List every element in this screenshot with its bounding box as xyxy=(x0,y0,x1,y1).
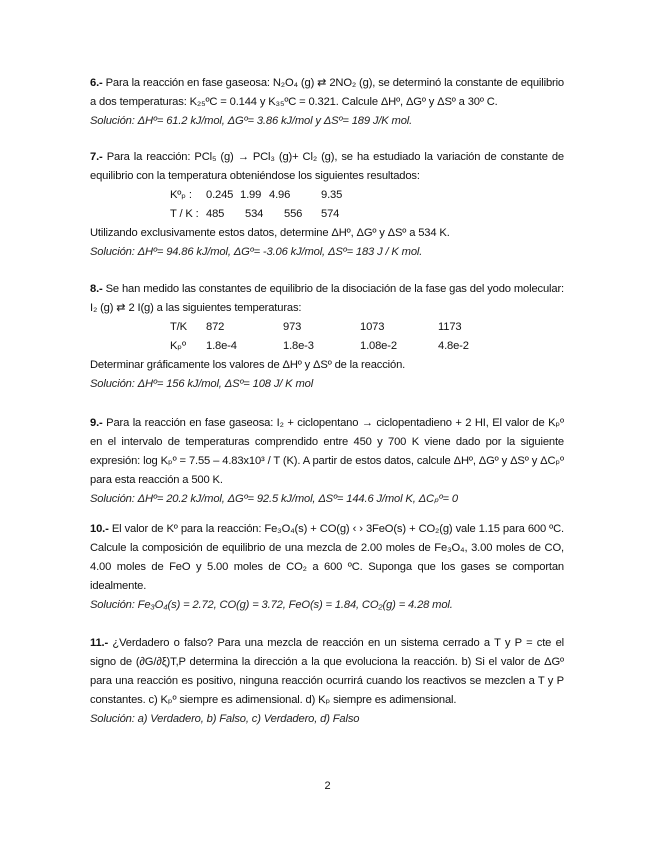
problem-number: 9.- xyxy=(90,417,103,429)
problem-number: 8.- xyxy=(90,283,103,295)
table-cell: 0.245 xyxy=(206,189,234,201)
problem-9 xyxy=(90,414,564,509)
data-table-row xyxy=(90,318,564,337)
problem-number: 11.- xyxy=(90,637,109,649)
problem-6 xyxy=(90,74,564,131)
table-cell: 1.8e-4 xyxy=(206,340,237,352)
data-table-row xyxy=(90,186,564,205)
solution-text: Solución: ΔHº= 94.86 kJ/mol, ΔGº= -3.06 kJ/mol, ΔSº= 183 J / K mol. xyxy=(90,246,423,258)
data-table-row xyxy=(90,337,564,356)
problem-number: 7.- xyxy=(90,151,103,163)
table-cell: Kºₚ : xyxy=(170,189,192,201)
table-cell: 1073 xyxy=(360,321,385,333)
solution-text: Solución: ΔHº= 61.2 kJ/mol, ΔGº= 3.86 kJ/mol y ΔSº= 189 J/K mol. xyxy=(90,115,413,127)
solution-text: Solución: Fe₃O₄(s) = 2.72, CO(g) = 3.72, FeO(s) = 1.84, CO₂(g) = 4.28 mol. xyxy=(90,599,453,611)
solution-text: Solución: ΔHº= 20.2 kJ/mol, ΔGº= 92.5 kJ/mol, ΔSº= 144.6 J/mol K, ΔCₚº= 0 xyxy=(90,493,458,505)
instruction-text: Determinar gráficamente los valores de ΔHº y ΔSº de la reacción. xyxy=(90,359,406,371)
table-cell: 973 xyxy=(283,321,302,333)
problem-8 xyxy=(90,280,564,394)
data-table-row xyxy=(90,205,564,224)
table-cell: 9.35 xyxy=(321,189,343,201)
problem-number: 10.- xyxy=(90,523,109,535)
solution-text: Solución: ΔHº= 156 kJ/mol, ΔSº= 108 J/ K mol xyxy=(90,378,314,390)
table-cell: Kₚº xyxy=(170,340,186,352)
table-cell: 1.8e-3 xyxy=(283,340,314,352)
problem-text: Se han medido las constantes de equilibrio de la disociación de la fase gas del yodo molecular: I₂ (g) ⇄ 2 I(g) a las siguientes temperaturas: xyxy=(90,283,564,314)
table-cell: 4.96 xyxy=(269,189,291,201)
problem-text: Para la reacción en fase gaseosa: N₂O₄ (g) ⇄ 2NO₂ (g), se determinó la constante de equilibrio a dos temperaturas: K₂₅ºC = 0.144 y K₃₅ºC = 0.321. Calcule ΔHº, ΔGº y ΔSº a 30º C. xyxy=(90,77,564,108)
table-cell: 534 xyxy=(245,208,264,220)
page-number: 2 xyxy=(324,780,331,792)
table-cell: 1173 xyxy=(438,321,462,333)
table-cell: T / K : xyxy=(170,208,199,220)
problem-11 xyxy=(90,634,564,729)
table-cell: 1.08e-2 xyxy=(360,340,397,352)
solution-text: Solución: a) Verdadero, b) Falso, c) Verdadero, d) Falso xyxy=(90,713,360,725)
problem-text: ¿Verdadero o falso? Para una mezcla de reacción en un sistema cerrado a T y P = cte el signo de (∂G/∂ξ)T,P determina la dirección a la que evoluciona la reacción. b) Si el valor de ΔGº para una reacción es positivo, ninguna reacción ocurrirá cuando los reactivos se mezclen a T y P constantes. c) Kₚº siempre es adimensional. d) Kₚ siempre es adimensional. xyxy=(90,637,564,706)
table-cell: T/K xyxy=(170,321,187,333)
table-cell: 872 xyxy=(206,321,225,333)
table-cell: 556 xyxy=(284,208,303,220)
problem-7 xyxy=(90,148,564,262)
table-cell: 4.8e-2 xyxy=(438,340,469,352)
problem-10 xyxy=(90,520,564,615)
problem-text: Para la reacción en fase gaseosa: I₂ + ciclopentano → ciclopentadieno + 2 HI, El valor de Kₚº en el intervalo de temperaturas comprendido entre 450 y 700 K viene dado por la siguiente expresión: log Kₚº = 7.55 – 4.83x10³ / T (K). A partir de estos datos, calcule ΔHº, ΔGº y ΔSº y ΔCₚº para esta reacción a 500 K. xyxy=(90,417,564,486)
table-cell: 1.99 xyxy=(240,189,262,201)
table-cell: 485 xyxy=(206,208,225,220)
instruction-text: Utilizando exclusivamente estos datos, determine ΔHº, ΔGº y ΔSº a 534 K. xyxy=(90,227,450,239)
problem-text: El valor de Kº para la reacción: Fe₃O₄(s) + CO(g) ‹ › 3FeO(s) + CO₂(g) vale 1.15 para 600 ºC. Calcule la composición de equilibrio de una mezcla de 2.00 moles de Fe₃O₄, 3.00 moles de CO, 4.00 moles de FeO y 5.00 moles de CO₂ a 600 ºC. Suponga que los gases se comportan idealmente. xyxy=(90,523,564,592)
problem-text: Para la reacción: PCl₅ (g) → PCl₃ (g)+ Cl₂ (g), se ha estudiado la variación de constante de equilibrio con la temperatura obteniéndose los siguientes resultados: xyxy=(90,151,564,182)
table-cell: 574 xyxy=(321,208,340,220)
problem-number: 6.- xyxy=(90,77,103,89)
